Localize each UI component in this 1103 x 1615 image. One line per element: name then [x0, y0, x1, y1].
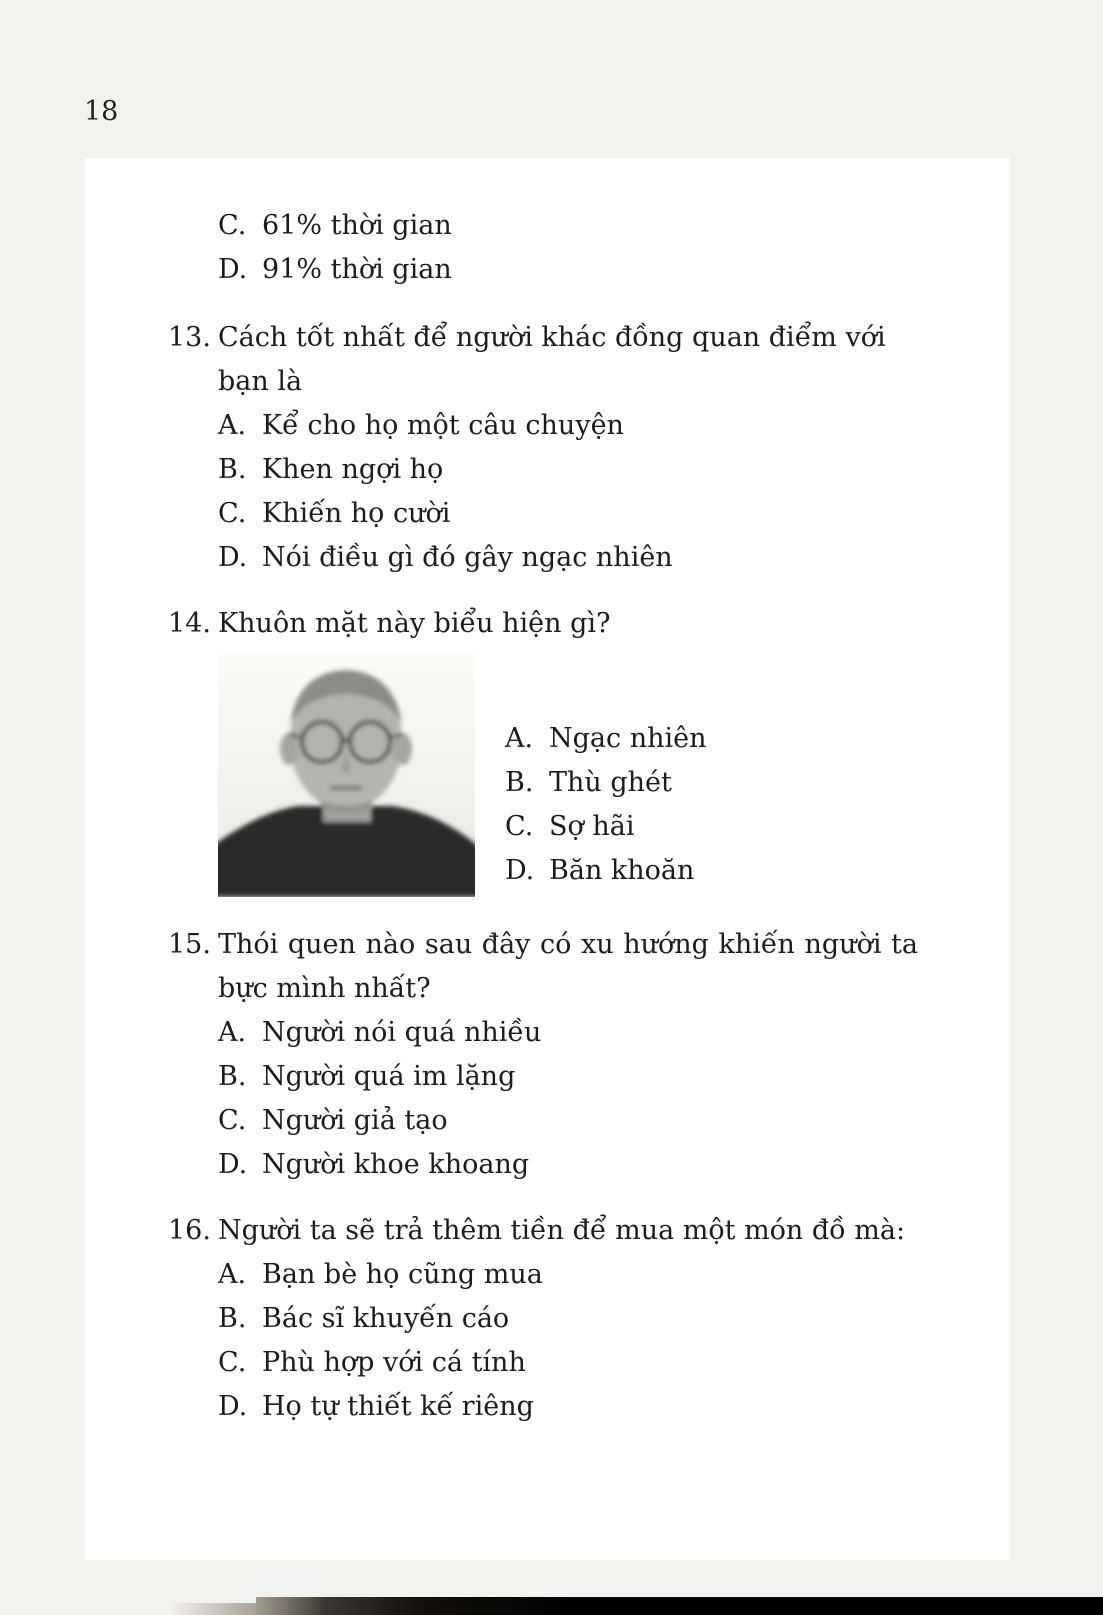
option-row	[218, 1385, 918, 1429]
option-letter: C.	[218, 1347, 247, 1378]
option-row	[505, 805, 707, 849]
option-letter: D.	[505, 855, 535, 886]
option-letter: C.	[218, 1105, 247, 1136]
option-text: Người giả tạo	[262, 1105, 448, 1136]
question-text: Cách tốt nhất để người khác đồng quan điểm với bạn là	[218, 322, 886, 397]
option-letter: B.	[218, 1303, 247, 1334]
option-row	[218, 204, 970, 248]
option-letter: D.	[218, 1149, 248, 1180]
question-14-options	[505, 717, 707, 893]
option-letter: C.	[505, 811, 534, 842]
option-row	[505, 761, 707, 805]
option-row	[218, 1341, 918, 1385]
option-text: 91% thời gian	[262, 254, 452, 285]
option-row	[218, 1055, 918, 1099]
option-letter: D.	[218, 1391, 248, 1422]
option-text: Kể cho họ một câu chuyện	[262, 410, 624, 441]
option-row	[218, 1099, 918, 1143]
scan-edge-shadow	[170, 1603, 260, 1615]
question-14	[168, 602, 970, 901]
option-letter: D.	[218, 542, 248, 573]
option-row	[218, 1253, 918, 1297]
option-text: Người quá im lặng	[262, 1061, 516, 1092]
option-letter: B.	[218, 1061, 247, 1092]
option-row	[218, 536, 918, 580]
face-photo	[218, 654, 475, 897]
option-letter: A.	[218, 1017, 247, 1048]
option-row	[218, 404, 918, 448]
option-text: Khen ngợi họ	[262, 454, 444, 485]
carryover-options	[218, 204, 970, 292]
option-row	[505, 849, 707, 893]
option-row	[218, 1011, 918, 1055]
option-text: Bạn bè họ cũng mua	[262, 1259, 543, 1290]
option-text: Bác sĩ khuyến cáo	[262, 1303, 510, 1334]
option-text: 61% thời gian	[262, 210, 452, 241]
option-text: Phù hợp với cá tính	[262, 1347, 526, 1378]
question-text: Người ta sẽ trả thêm tiền để mua một món đồ mà:	[218, 1215, 906, 1246]
question-16	[168, 1209, 970, 1429]
option-text: Người khoe khoang	[262, 1149, 530, 1180]
option-letter: A.	[218, 1259, 247, 1290]
option-letter: A.	[505, 723, 534, 754]
option-letter: B.	[505, 767, 534, 798]
question-15	[168, 923, 970, 1187]
question-number: 16.	[168, 1215, 211, 1246]
option-row	[218, 1143, 918, 1187]
option-letter: C.	[218, 498, 247, 529]
option-text: Thù ghét	[549, 767, 672, 798]
option-text: Người nói quá nhiều	[262, 1017, 542, 1048]
question-text: Khuôn mặt này biểu hiện gì?	[218, 608, 611, 639]
option-text: Sợ hãi	[549, 811, 635, 842]
question-number: 13.	[168, 322, 211, 353]
question-number: 14.	[168, 608, 211, 639]
option-text: Nói điều gì đó gây ngạc nhiên	[262, 542, 673, 573]
option-row	[218, 248, 970, 292]
option-letter: B.	[218, 454, 247, 485]
page-number: 18	[84, 96, 119, 127]
option-text: Ngạc nhiên	[549, 723, 707, 754]
option-text: Họ tự thiết kế riêng	[262, 1391, 534, 1422]
option-row	[218, 492, 918, 536]
option-text: Băn khoăn	[549, 855, 695, 886]
option-row	[218, 448, 918, 492]
option-letter: D.	[218, 254, 248, 285]
option-row	[218, 1297, 918, 1341]
option-text: Khiến họ cười	[262, 498, 451, 529]
option-row	[505, 717, 707, 761]
document-page	[85, 158, 1010, 1560]
scan-edge-bar	[256, 1597, 1103, 1615]
question-13	[168, 316, 970, 580]
option-letter: C.	[218, 210, 247, 241]
option-letter: A.	[218, 410, 247, 441]
question-number: 15.	[168, 929, 211, 960]
question-text: Thói quen nào sau đây có xu hướng khiến người ta bực mình nhất?	[218, 929, 918, 1004]
